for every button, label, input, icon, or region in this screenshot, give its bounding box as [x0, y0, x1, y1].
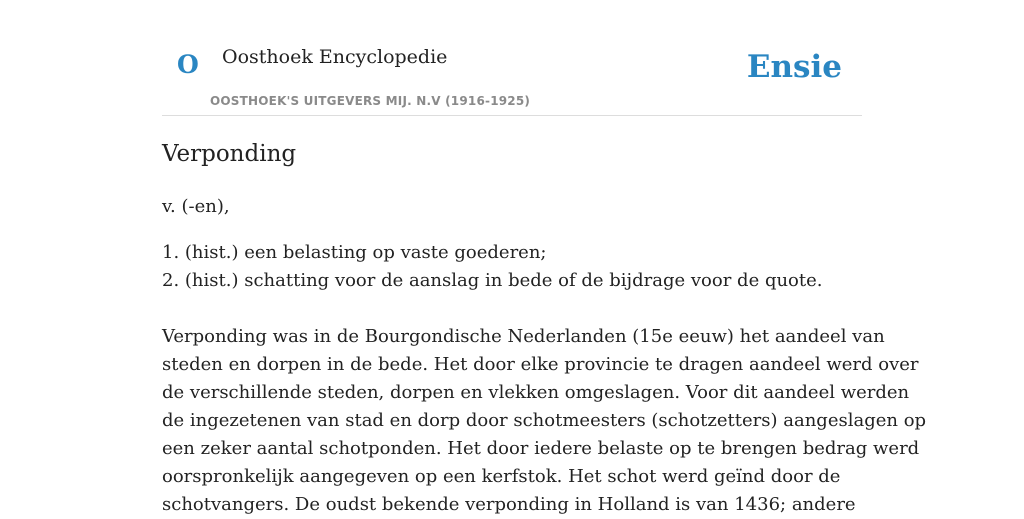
body-line: Verponding was in de Bourgondische Nederlanden (15e eeuw) het aandeel van: [162, 325, 885, 347]
ensie-brand-logo[interactable]: Ensie: [746, 49, 842, 85]
publisher-label: OOSTHOEK'S UITGEVERS MIJ. N.V (1916-1925): [210, 94, 531, 108]
definition-list: [162, 239, 862, 295]
grammar-info: v. (-en),: [162, 195, 230, 217]
body-line: steden en dorpen in de bede. Het door elke provincie te dragen aandeel werd over: [162, 353, 919, 375]
site-header: [162, 0, 862, 116]
page: [162, 0, 927, 519]
definition-item: 2. (hist.) schatting voor de aanslag in bede of de bijdrage voor de quote.: [162, 269, 823, 291]
body-line: schotvangers. De oudst bekende verponding in Holland is van 1436; andere: [162, 493, 856, 515]
body-line: de ingezetenen van stad en dorp door schotmeesters (schotzetters) aangeslagen op: [162, 409, 927, 431]
site-name-link[interactable]: Oosthoek Encyclopedie: [222, 46, 448, 68]
logo-icon[interactable]: O: [177, 50, 199, 79]
body-line: een zeker aantal schotponden. Het door iedere belaste op te brengen bedrag werd: [162, 437, 920, 459]
body-line: oorspronkelijk aangegeven op een kerfstok. Het schot werd geïnd door de: [162, 465, 841, 487]
entry-title: Verponding: [162, 141, 297, 167]
definition-item: 1. (hist.) een belasting op vaste goederen;: [162, 241, 547, 263]
entry-body: [162, 323, 927, 519]
body-line: de verschillende steden, dorpen en vlekken omgeslagen. Voor dit aandeel werden: [162, 381, 910, 403]
